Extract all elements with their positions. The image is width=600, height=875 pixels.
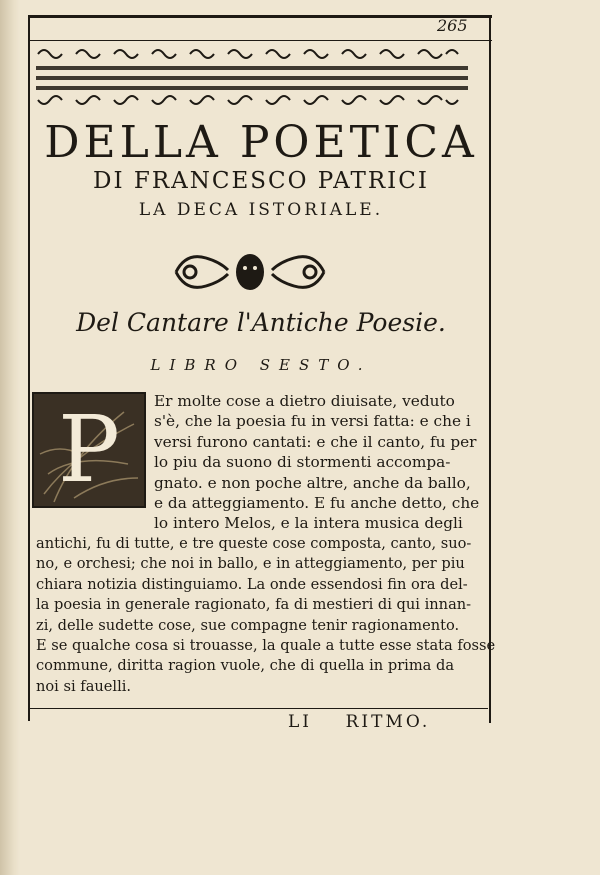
book-title: DELLA POETICA (44, 117, 478, 168)
body-line: lo intero Melos, e la intera musica degli (154, 514, 463, 532)
body-line: e da atteggiamento. E fu anche detto, che (154, 494, 480, 512)
book-spine-shadow (0, 0, 20, 875)
grotesque-mask-ornament (170, 248, 330, 296)
page-number: 265 (437, 16, 468, 35)
chapter-subtitle: Del Cantare l'Antiche Poesie. (76, 308, 446, 337)
deca-heading: LA DECA ISTORIALE. (138, 200, 384, 220)
body-line: antichi, fu di tutte, e tre queste cose composta, canto, suo- (36, 535, 472, 552)
body-line: Er molte cose a dietro diuisate, veduto (154, 392, 455, 410)
body-line: s'è, che la poesia fu in versi fatta: e che i (154, 412, 471, 430)
author-line: DI FRANCESCO PATRICI (93, 168, 429, 194)
body-line: noi si fauelli. (36, 678, 132, 695)
initial-letter: P (58, 396, 120, 503)
fleuron-ornament-band (32, 46, 472, 108)
body-line: zi, delle sudette cose, sue compagne tenir ragionamento. (36, 617, 460, 634)
body-line: commune, diritta ragion vuole, che di quella in prima da (36, 657, 455, 674)
book-number-heading: LIBRO SESTO. (150, 356, 372, 374)
body-line: la poesia in generale ragionato, fa di mestieri di qui innan- (36, 596, 472, 613)
body-line: lo piu da suono di stormenti accompa- (154, 453, 451, 471)
body-line: chiara notizia distinguiamo. La onde essendosi fin ora del- (36, 576, 468, 593)
body-line: no, e orchesi; che noi in ballo, e in atteggiamento, per piu (36, 555, 465, 572)
decorated-initial (32, 392, 146, 508)
catchword: LI RITMO. (288, 712, 431, 732)
body-line: gnato. e non poche altre, anche da ballo, (154, 474, 471, 492)
frame-top-rule (30, 15, 492, 18)
body-line: versi furono cantati: e che il canto, fu per (154, 433, 477, 451)
body-line: E se qualche cosa si trouasse, la quale a tutte esse stata fosse (36, 637, 496, 654)
catchword-rule (30, 708, 488, 709)
frame-top-rule-thin (30, 40, 492, 41)
